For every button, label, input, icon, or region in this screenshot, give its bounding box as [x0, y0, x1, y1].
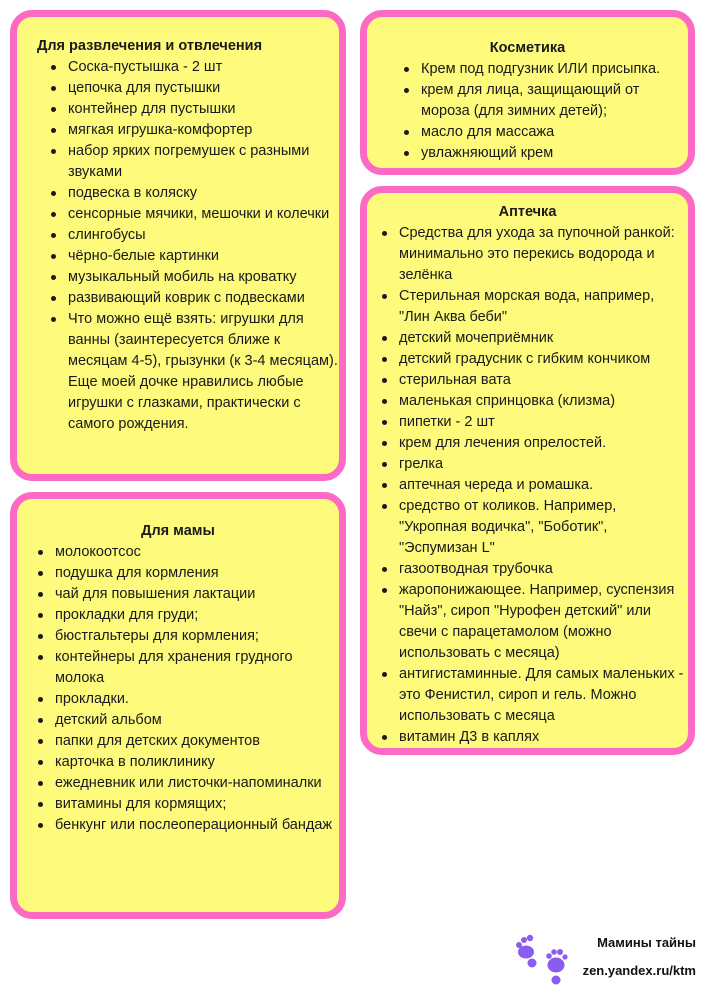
list-item: масло для массажа — [402, 122, 688, 143]
list-item: контейнер для пустышки — [49, 99, 339, 120]
brand-url[interactable]: zen.yandex.ru/ktm — [582, 963, 696, 978]
list-item: витамин Д3 в каплях — [380, 727, 688, 748]
list-item: папки для детских документов — [36, 731, 339, 752]
mom-card — [10, 492, 346, 919]
list-item: антигистаминные. Для самых маленьких - это Фенистил, сироп и гель. Можно использовать с месяца — [380, 664, 688, 727]
list-item: средство от коликов. Например, "Укропная водичка", "Боботик", "Эспумизан L" — [380, 496, 688, 559]
first-aid-list — [373, 223, 688, 748]
cosmetics-title: Косметика — [489, 40, 566, 56]
list-item: маленькая спринцовка (клизма) — [380, 391, 688, 412]
list-item: газоотводная трубочка — [380, 559, 688, 580]
list-item: бюстгальтеры для кормления; — [36, 626, 339, 647]
list-item: Средства для ухода за пупочной ранкой: минимально это перекись водорода и зелёнка — [380, 223, 688, 286]
list-item: карточка в поликлинику — [36, 752, 339, 773]
list-item: сенсорные мячики, мешочки и колечки — [49, 204, 339, 225]
list-item: контейнеры для хранения грудного молока — [36, 647, 339, 689]
list-item: детский мочеприёмник — [380, 328, 688, 349]
list-item: Что можно ещё взять: игрушки для ванны (заинтересуется ближе к месяцам 4-5), грызунки (к 3-4 месяцам). Еще моей дочке нравились любые игрушки с глазками, практически с самого рождения. — [49, 309, 339, 435]
list-item: стерильная вата — [380, 370, 688, 391]
list-item: подвеска в коляску — [49, 183, 339, 204]
list-item: музыкальный мобиль на кроватку — [49, 267, 339, 288]
list-item: детский градусник с гибким кончиком — [380, 349, 688, 370]
list-item: молокоотсос — [36, 542, 339, 563]
entertainment-title: Для развлечения и отвлечения — [37, 38, 263, 54]
cosmetics-list — [383, 59, 688, 164]
list-item: подушка для кормления — [36, 563, 339, 584]
list-item: мягкая игрушка-комфортер — [49, 120, 339, 141]
entertainment-list — [37, 57, 339, 435]
list-item: развивающий коврик с подвесками — [49, 288, 339, 309]
list-item: аптечная череда и ромашка. — [380, 475, 688, 496]
list-item: бенкунг или послеоперационный бандаж — [36, 815, 339, 836]
list-item: чай для повышения лактации — [36, 584, 339, 605]
list-item: витамины для кормящих; — [36, 794, 339, 815]
list-item: крем для лечения опрелостей. — [380, 433, 688, 454]
list-item: слингобусы — [49, 225, 339, 246]
list-item: чёрно-белые картинки — [49, 246, 339, 267]
list-item: прокладки. — [36, 689, 339, 710]
first-aid-title: Аптечка — [498, 204, 557, 220]
paw-prints-icon — [512, 934, 574, 986]
list-item: ежедневник или листочки-напоминалки — [36, 773, 339, 794]
list-item: цепочка для пустышки — [49, 78, 339, 99]
list-item: Соска-пустышка - 2 шт — [49, 57, 339, 78]
list-item: крем для лица, защищающий от мороза (для зимних детей); — [402, 80, 688, 122]
first-aid-card — [360, 186, 695, 755]
entertainment-card — [10, 10, 346, 481]
list-item: жаропонижающее. Например, суспензия "Найз", сироп "Нурофен детский" или свечи с парацетамолом (можно использовать с месяца) — [380, 580, 688, 664]
list-item: пипетки - 2 шт — [380, 412, 688, 433]
list-item: Стерильная морская вода, например, "Лин Аква беби" — [380, 286, 688, 328]
list-item: Крем под подгузник ИЛИ присыпка. — [402, 59, 688, 80]
list-item: увлажняющий крем — [402, 143, 688, 164]
list-item: грелка — [380, 454, 688, 475]
mom-title: Для мамы — [141, 523, 215, 539]
brand-name: Мамины тайны — [597, 935, 696, 950]
list-item: детский альбом — [36, 710, 339, 731]
list-item: прокладки для груди; — [36, 605, 339, 626]
brand-footer — [512, 930, 702, 990]
cosmetics-card — [360, 10, 695, 175]
mom-list — [33, 542, 339, 836]
list-item: набор ярких погремушек с разными звуками — [49, 141, 339, 183]
